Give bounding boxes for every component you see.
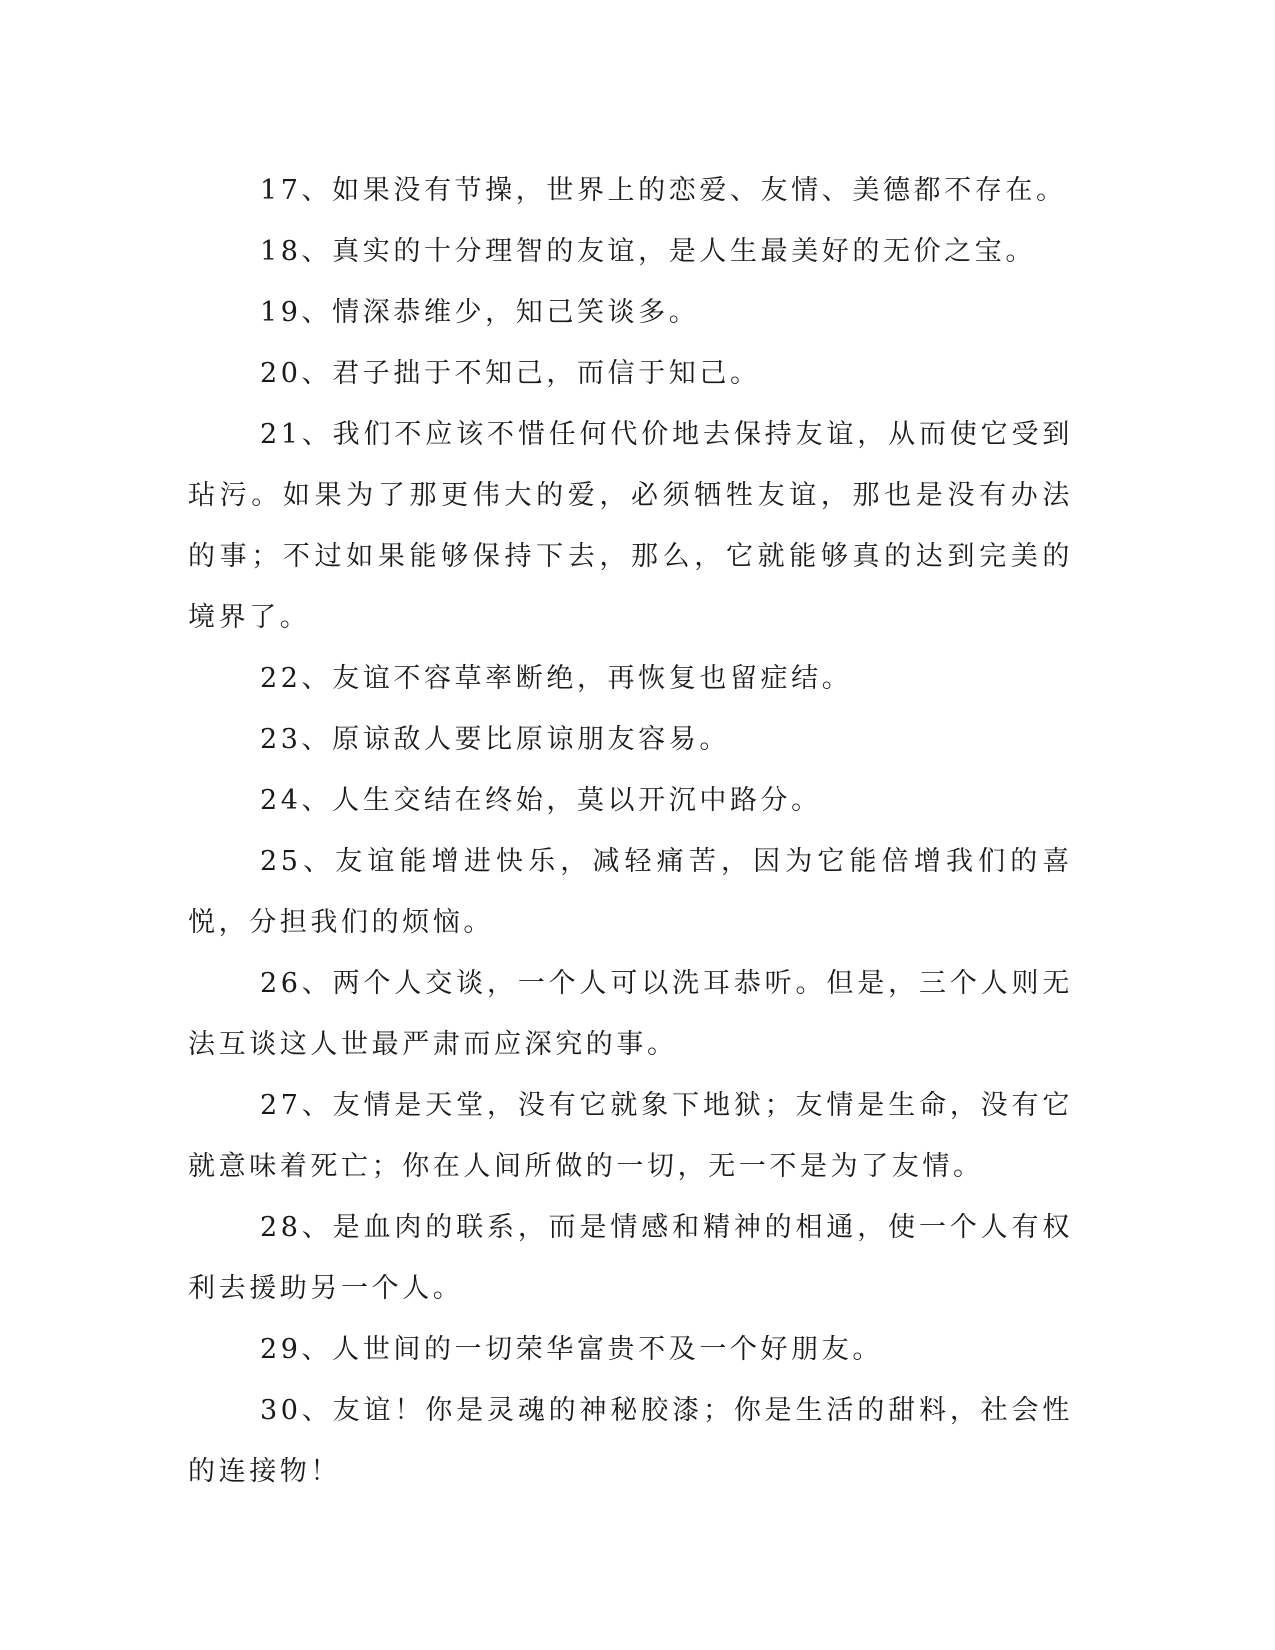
quote-paragraph-19: 19、情深恭维少，知己笑谈多。 — [260, 297, 700, 328]
quote-paragraph-25: 25、友谊能增进快乐，减轻痛苦，因为它能倍增我们的喜悦，分担我们的烦恼。 — [188, 846, 1073, 938]
quote-paragraph-17: 17、如果没有节操，世界上的恋爱、友情、美德都不存在。 — [260, 175, 1067, 206]
quote-paragraph-24: 24、人生交结在终始，莫以开沉中路分。 — [260, 785, 822, 816]
quote-paragraph-28: 28、是血肉的联系，而是情感和精神的相通，使一个人有权利去援助另一个人。 — [188, 1212, 1073, 1304]
quote-paragraph-29: 29、人世间的一切荣华富贵不及一个好朋友。 — [260, 1334, 883, 1365]
quote-paragraph-30: 30、友谊！你是灵魂的神秘胶漆；你是生活的甜料，社会性的连接物！ — [188, 1395, 1073, 1487]
document-body — [188, 160, 1073, 1502]
quote-paragraph-20: 20、君子拙于不知己，而信于知己。 — [260, 358, 761, 389]
quote-paragraph-18: 18、真实的十分理智的友谊，是人生最美好的无价之宝。 — [260, 236, 1036, 267]
quote-paragraph-22: 22、友谊不容草率断绝，再恢复也留症结。 — [260, 663, 853, 694]
quote-paragraph-26: 26、两个人交谈，一个人可以洗耳恭听。但是，三个人则无法互谈这人世最严肃而应深究的事。 — [188, 968, 1073, 1060]
quote-paragraph-27: 27、友情是天堂，没有它就象下地狱；友情是生命，没有它就意味着死亡；你在人间所做的一切，无一不是为了友情。 — [188, 1090, 1073, 1182]
quote-paragraph-23: 23、原谅敌人要比原谅朋友容易。 — [260, 724, 730, 755]
quote-paragraph-21: 21、我们不应该不惜任何代价地去保持友谊，从而使它受到玷污。如果为了那更伟大的爱，必须牺牲友谊，那也是没有办法的事；不过如果能够保持下去，那么，它就能够真的达到完美的境界了。 — [188, 419, 1073, 633]
